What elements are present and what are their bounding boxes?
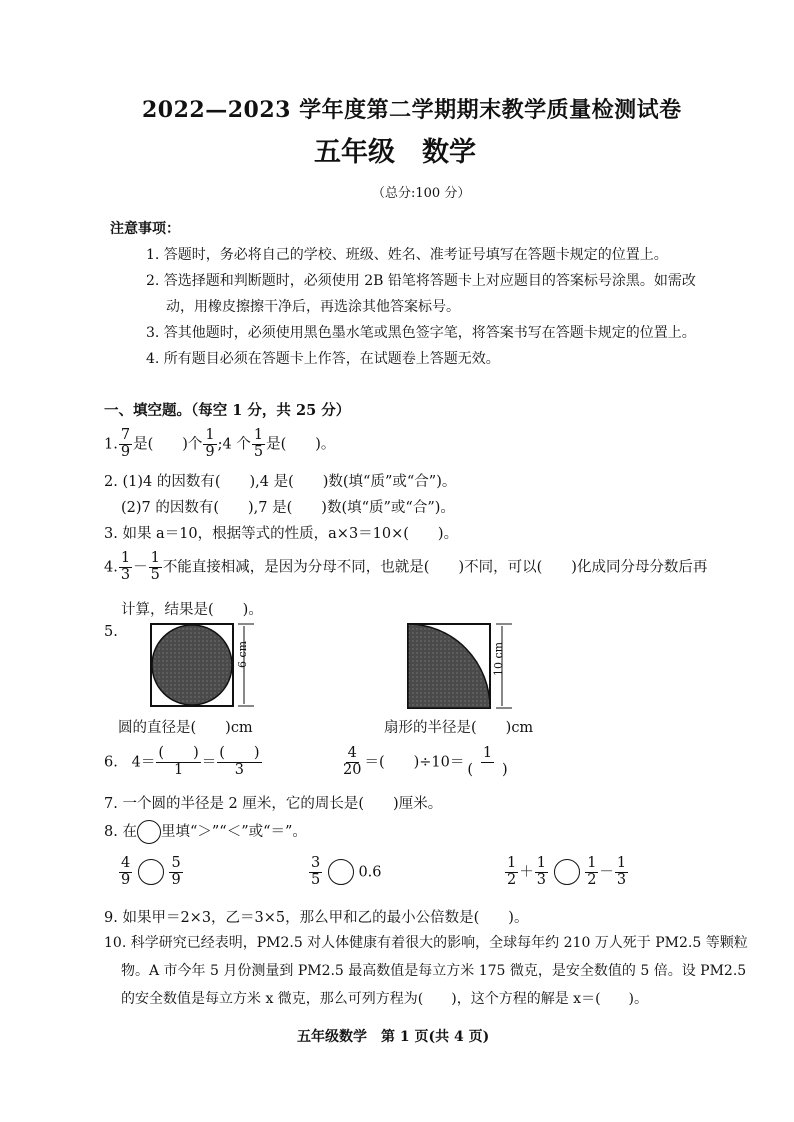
notice-item-1: 1. 答题时，务必将自己的学校、班级、姓名、准考证号填写在答题卡规定的位置上。 bbox=[146, 247, 668, 263]
section-1-heading: 一、填空题。（每空 1 分，共 25 分） bbox=[104, 402, 351, 419]
question-8-item-c: $\frac{1}{2}$ ＋ $\frac{1}{3}$ $\frac{1}{2}$ － $\frac{1}{3}$ bbox=[507, 855, 627, 888]
question-2-line-2: (2)7 的因数有( ),7 是( )数(填“质”或“合”)。 bbox=[121, 500, 455, 516]
question-6-left: 6. 4＝ $\frac{( )}{1}$ ＝ $\frac{( )}{3}$ bbox=[104, 745, 260, 778]
circle-dimension-label: 6 cm bbox=[236, 640, 249, 668]
question-6-right: $\frac{4}{20}$ ＝( )÷10＝ $\frac{1}{( )}$ bbox=[343, 745, 508, 778]
question-8-prompt: 8. 在 里填“＞”“＜”或“＝”。 bbox=[104, 820, 307, 844]
question-4-line-1: 4. $\frac{1}{3}$ － $\frac{1}{5}$ 不能直接相减，是因为分母不同，也就是( )不同，可以( )化成同分母分数后再 bbox=[104, 550, 708, 583]
question-5-number: 5. bbox=[104, 624, 118, 640]
compare-circle-icon bbox=[328, 859, 354, 885]
compare-circle-icon bbox=[138, 859, 164, 885]
question-10-line-3: 的安全数值是每立方米 x 微克，那么可列方程为( )，这个方程的解是 x＝( )。 bbox=[121, 991, 648, 1007]
question-2-line-1: 2. (1)4 的因数有( ),4 是( )数(填“质”或“合”)。 bbox=[104, 474, 457, 490]
question-7: 7. 一个圆的半径是 2 厘米，它的周长是( )厘米。 bbox=[104, 796, 443, 812]
notice-item-2-cont: 动，用橡皮擦擦干净后，再选涂其他答案标号。 bbox=[166, 299, 460, 315]
page-footer: 五年级数学 第 1 页(共 4 页) bbox=[297, 1029, 490, 1045]
notice-item-2: 2. 答选择题和判断题时，必须使用 2B 铅笔将答题卡上对应题目的答案标号涂黑。如需改 bbox=[146, 273, 696, 289]
question-3: 3. 如果 a＝10，根据等式的性质，a×3＝10×( )。 bbox=[104, 526, 459, 542]
circle-caption: 圆的直径是( )cm bbox=[118, 720, 253, 736]
total-score: （总分:100 分） bbox=[372, 186, 471, 201]
compare-circle-icon bbox=[137, 820, 161, 844]
notice-item-3: 3. 答其他题时，必须使用黑色墨水笔或黑色签字笔，将答案书写在答题卡规定的位置上。 bbox=[146, 325, 696, 341]
exam-subtitle: 五年级 数学 bbox=[314, 137, 476, 168]
sector-caption: 扇形的半径是( )cm bbox=[384, 720, 534, 736]
notice-item-4: 4. 所有题目必须在答题卡上作答，在试题卷上答题无效。 bbox=[146, 351, 500, 367]
question-4-line-2: 计算，结果是( )。 bbox=[121, 602, 263, 618]
question-9: 9. 如果甲＝2×3，乙＝3×5，那么甲和乙的最小公倍数是( )。 bbox=[104, 910, 529, 926]
sector-dimension-label: 10 cm bbox=[492, 641, 505, 676]
exam-title: 2022—2023 学年度第二学期期末教学质量检测试卷 bbox=[142, 97, 682, 123]
question-10-line-2: 物。A 市今年 5 月份测量到 PM2.5 最高数值是每立方米 175 微克，是安全数值的 5 倍。设 PM2.5 bbox=[121, 963, 747, 979]
question-8-item-b: $\frac{3}{5}$ 0.6 bbox=[311, 855, 382, 888]
question-10-line-1: 10. 科学研究已经表明，PM2.5 对人体健康有着很大的影响，全球每年约 210 万人死于 PM2.5 等颗粒 bbox=[104, 935, 748, 951]
notice-heading: 注意事项： bbox=[110, 221, 180, 237]
question-8-item-a: $\frac{4}{9}$ $\frac{5}{9}$ bbox=[121, 855, 181, 888]
question-1: 1. $\frac{7}{9}$ 是( )个 $\frac{1}{9}$ ;4 个 $\frac{1}{5}$ 是( )。 bbox=[104, 427, 336, 460]
compare-circle-icon bbox=[554, 859, 580, 885]
